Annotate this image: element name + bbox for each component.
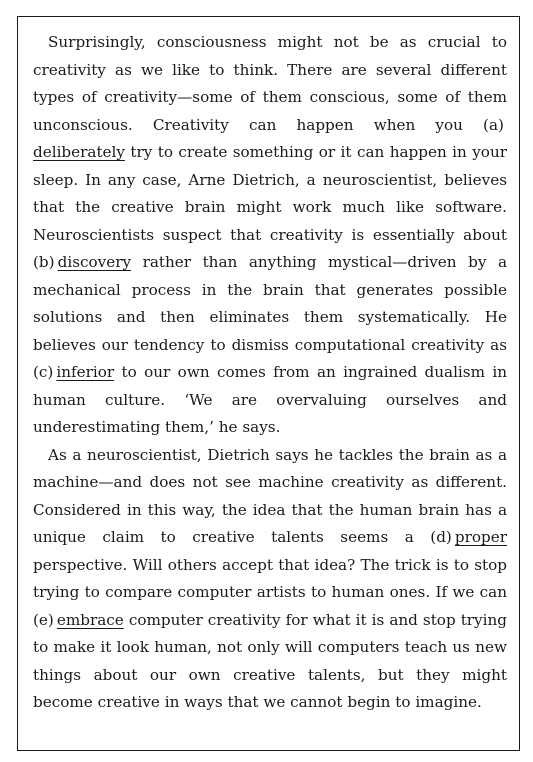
paragraph-1-text-4: to our own comes from an ingrained dualism in human culture. ‘We are overvaluing ourselves and underestimating them,’ he says.: [33, 363, 507, 436]
paragraph-2-text-2: perspective. Will others accept that idea? The trick is to stop trying to compare computer artists to human ones. If we can (e): [33, 555, 507, 629]
underlined-word-c: inferior: [56, 363, 115, 381]
paragraph-2-text-1: As a neuroscientist, Dietrich says he tackles the brain as a machine—and does not see machine creativity as different. Considered in this way, the idea that the human brain has a unique claim to creative talents seems a (d): [33, 445, 507, 546]
paragraph-1-text-3: rather than anything mystical—driven by a mechanical process in the brain that generates possible solutions and then eliminates them systematically. He believes our tendency to dismiss computational creativity as (c): [33, 253, 507, 381]
paragraph-1-text-2: try to create something or it can happen in your sleep. In any case, Arne Dietrich, a neuroscientist, believes that the creative brain might work much like software. Neuroscientists suspect that creativity is essentially about (b): [33, 143, 507, 271]
paragraph-1: [33, 29, 507, 442]
underlined-word-e: embrace: [56, 610, 124, 629]
underlined-word-a: deliberately: [33, 143, 125, 161]
underlined-word-b: discovery: [57, 253, 132, 271]
passage-box: [17, 16, 520, 751]
underlined-word-d: proper: [454, 528, 507, 546]
paragraph-2-text-3: computer creativity for what it is and stop trying to make it look human, not only will computers teach us new things about our own creative talents, but they might become creative in ways that we cannot begin to imagine.: [33, 610, 507, 711]
paragraph-1-text-1: Surprisingly, consciousness might not be as crucial to creativity as we like to think. There are several different types of creativity—some of them conscious, some of them unconscious. Creativity can happen when you (a): [33, 33, 507, 134]
paragraph-2: [33, 442, 507, 717]
